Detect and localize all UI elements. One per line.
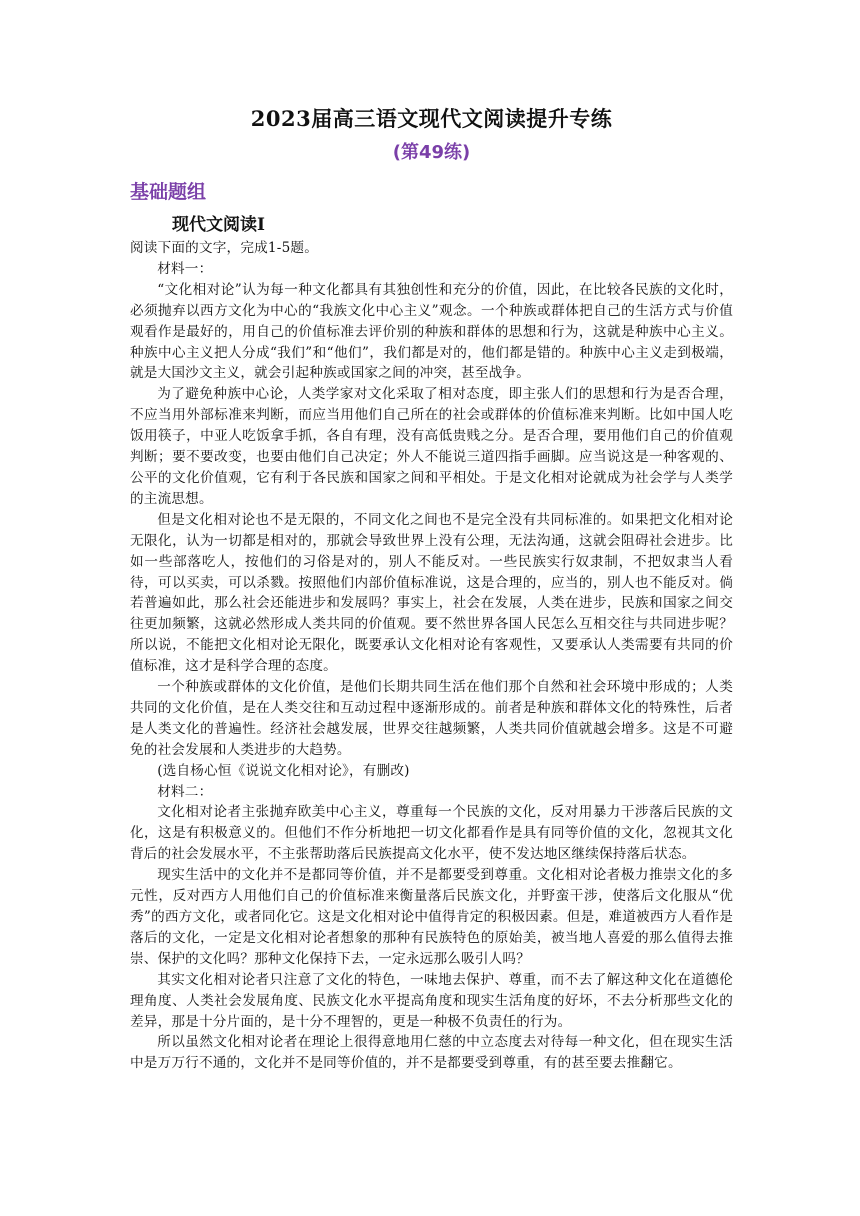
material1-source: (选自杨心恒《说说文化相对论》，有删改) bbox=[157, 762, 410, 779]
material2-paragraph: 文化相对论者主张抛弃欧美中心主义，尊重每一个民族的文化，反对用暴力干涉落后民族的文化，这是有积极意义的。但他们不作分析地把一切文化都看作是具有同等价值的文化，忽视其文化背后的社会发展水平，不主张帮助落后民族提高文化水平，使不发达地区继续保持落后状态。 bbox=[130, 804, 733, 863]
instruction-text: 阅读下面的文字，完成1-5题。 bbox=[130, 240, 319, 256]
material2-label: 材料二： bbox=[157, 783, 213, 800]
document-page bbox=[130, 104, 733, 1074]
material1-paragraph: 但是文化相对论也不是无限的，不同文化之间也不是完全没有共同标准的。如果把文化相对论无限化，认为一切都是相对的，那就会导致世界上没有公理，无法沟通，这就会阻碍社会进步。比如一些部落吃人，按他们的习俗是对的，别人不能反对。一些民族实行奴隶制，不把奴隶当人看待，可以买卖，可以杀戮。按照他们内部价值标准说，这是合理的，应当的，别人也不能反对。倘若普遍如此，那么社会还能进步和发展吗？事实上，社会在发展，人类在进步，民族和国家之间交往更加频繁，这就必然形成人类共同的价值观。要不然世界各国人民怎么互相交往与共同进步呢？所以说，不能把文化相对论无限化，既要承认文化相对论有客观性，又要承认人类需要有共同的价值标准，这才是科学合理的态度。 bbox=[130, 511, 733, 675]
material2-paragraph: 现实生活中的文化并不是都同等价值，并不是都要受到尊重。文化相对论者极力推崇文化的多元性，反对西方人用他们自己的价值标准来衡量落后民族文化，并野蛮干涉，使落后文化服从“优秀”的西方文化，或者同化它。这是文化相对论中值得肯定的积极因素。但是，难道被西方人看作是落后的文化，一定是文化相对论者想象的那种有民族特色的原始美，被当地人喜爱的那么值得去推崇、保护的文化吗？那种文化保持下去，一定永远那么吸引人吗？ bbox=[130, 867, 733, 967]
material1-paragraph: “文化相对论”认为每一种文化都具有其独创性和充分的价值，因此，在比较各民族的文化时，必须抛弃以西方文化为中心的“我族文化中心主义”观念。一个种族或群体把自己的生活方式与价值观看作是最好的，用自己的价值标准去评价别的种族和群体的思想和行为，这就是种族中心主义。种族中心主义把人分成“我们”和“他们”，我们都是对的，他们都是错的。种族中心主义走到极端，就是大国沙文主义，就会引起种族或国家之间的冲突，甚至战争。 bbox=[130, 281, 733, 382]
exercise-number: (第49练) bbox=[392, 142, 471, 163]
material1-paragraph: 为了避免种族中心论，人类学家对文化采取了相对态度，即主张人们的思想和行为是否合理，不应当用外部标准来判断，而应当用他们自己所在的社会或群体的价值标准来判断。比如中国人吃饭用筷子，中亚人吃饭拿手抓，各自有理，没有高低贵贱之分。是否合理，要用他们自己的价值观判断；要不要改变，也要由他们自己决定；外人不能说三道四指手画脚。应当说这是一种客观的、公平的文化价值观，它有利于各民族和国家之间和平相处。于是文化相对论就成为社会学与人类学的主流思想。 bbox=[130, 386, 733, 507]
material1-paragraph: 一个种族或群体的文化价值，是他们长期共同生活在他们那个自然和社会环境中形成的；人类共同的文化价值，是在人类交往和互动过程中逐渐形成的。前者是种族和群体文化的特殊性，后者是人类文化的普遍性。经济社会越发展，世界交往越频繁，人类共同价值就越会增多。这是不可避免的社会发展和人类进步的大趋势。 bbox=[130, 679, 733, 758]
group-heading: 基础题组 bbox=[130, 181, 207, 203]
material2-paragraph: 所以虽然文化相对论者在理论上很得意地用仁慈的中立态度去对待每一种文化，但在现实生活中是万万行不通的，文化并不是同等价值的，并不是都要受到尊重，有的甚至要去推翻它。 bbox=[130, 1034, 733, 1072]
material1-label: 材料一： bbox=[157, 260, 213, 277]
section-heading: 现代文阅读Ⅰ bbox=[172, 215, 265, 235]
document-title: 2023届高三语文现代文阅读提升专练 bbox=[250, 106, 613, 131]
material2-paragraph: 其实文化相对论者只注意了文化的特色，一味地去保护、尊重，而不去了解这种文化在道德伦理角度、人类社会发展角度、民族文化水平提高角度和现实生活角度的好坏，不去分析那些文化的差异，那是十分片面的，是十分不理智的，更是一种极不负责任的行为。 bbox=[130, 971, 733, 1030]
